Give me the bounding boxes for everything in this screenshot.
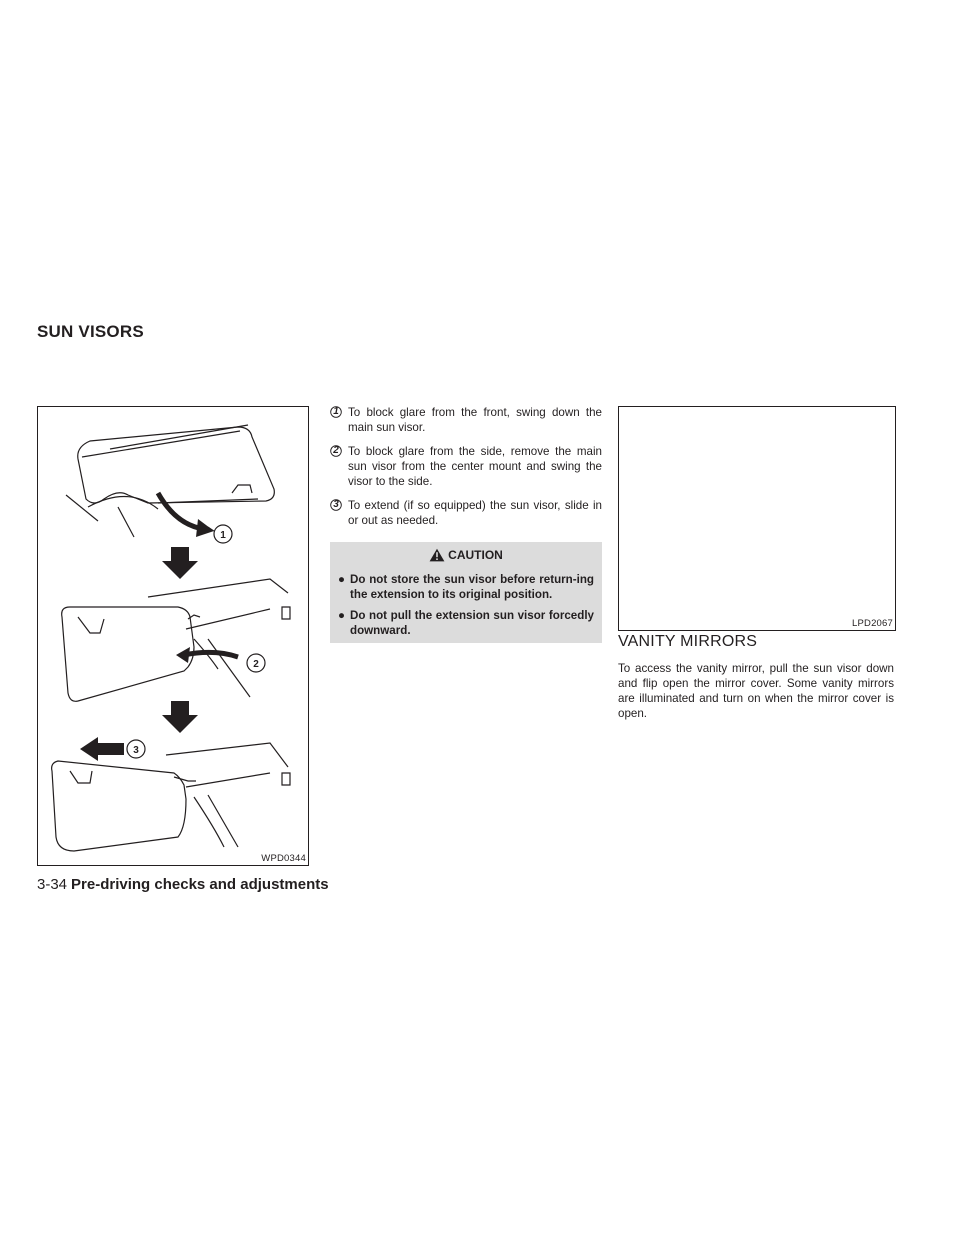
- step-text: To block glare from the front, swing down the main sun visor.: [348, 406, 602, 434]
- svg-text:3: 3: [133, 745, 139, 756]
- warning-icon: [429, 548, 445, 562]
- callout-1: [208, 525, 232, 543]
- svg-text:2: 2: [253, 659, 259, 670]
- subsection-title: VANITY MIRRORS: [618, 633, 758, 650]
- callout-2: [247, 654, 265, 672]
- page-number: 3-34: [37, 876, 68, 893]
- callout-3: [127, 740, 145, 758]
- caution-text: Do not pull the extension sun visor forcedly downward.: [350, 609, 594, 637]
- instructions-column: [330, 405, 602, 643]
- step-number-icon: 2: [330, 445, 342, 457]
- step-text: To block glare from the side, remove the main sun visor from the center mount and swing the visor to the side.: [348, 445, 602, 488]
- vanity-mirrors-section: [618, 633, 894, 721]
- caution-item: [330, 572, 602, 602]
- sun-visor-illustration: [37, 406, 309, 866]
- step-item: [330, 444, 602, 489]
- caution-title: CAUTION: [448, 548, 503, 562]
- caution-text: Do not store the sun visor before return-ing the extension to its original position.: [350, 573, 594, 601]
- section-title: SUN VISORS: [37, 322, 144, 341]
- figure-code: LPD2067: [851, 618, 893, 629]
- step-item: [330, 498, 602, 528]
- caution-box: [330, 542, 602, 643]
- vanity-mirror-illustration: [618, 406, 896, 631]
- page-footer: [37, 876, 329, 893]
- step-number-icon: 1: [330, 406, 342, 418]
- step-number-icon: 3: [330, 499, 342, 511]
- bullet-icon: ●: [338, 573, 346, 586]
- step-text: To extend (if so equipped) the sun visor, slide in or out as needed.: [348, 499, 602, 527]
- chapter-title: Pre-driving checks and adjustments: [71, 876, 329, 893]
- figure-code: WPD0344: [261, 853, 306, 864]
- body-paragraph: To access the vanity mirror, pull the sun visor down and flip open the mirror cover. Some vanity mirrors are illuminated and turn on when the mirror cover is open.: [618, 662, 894, 720]
- bullet-icon: ●: [338, 609, 346, 622]
- caution-item: [330, 608, 602, 638]
- caution-header: [330, 544, 602, 566]
- sun-visor-drawing: [38, 407, 308, 865]
- svg-text:1: 1: [220, 530, 226, 541]
- step-item: [330, 405, 602, 435]
